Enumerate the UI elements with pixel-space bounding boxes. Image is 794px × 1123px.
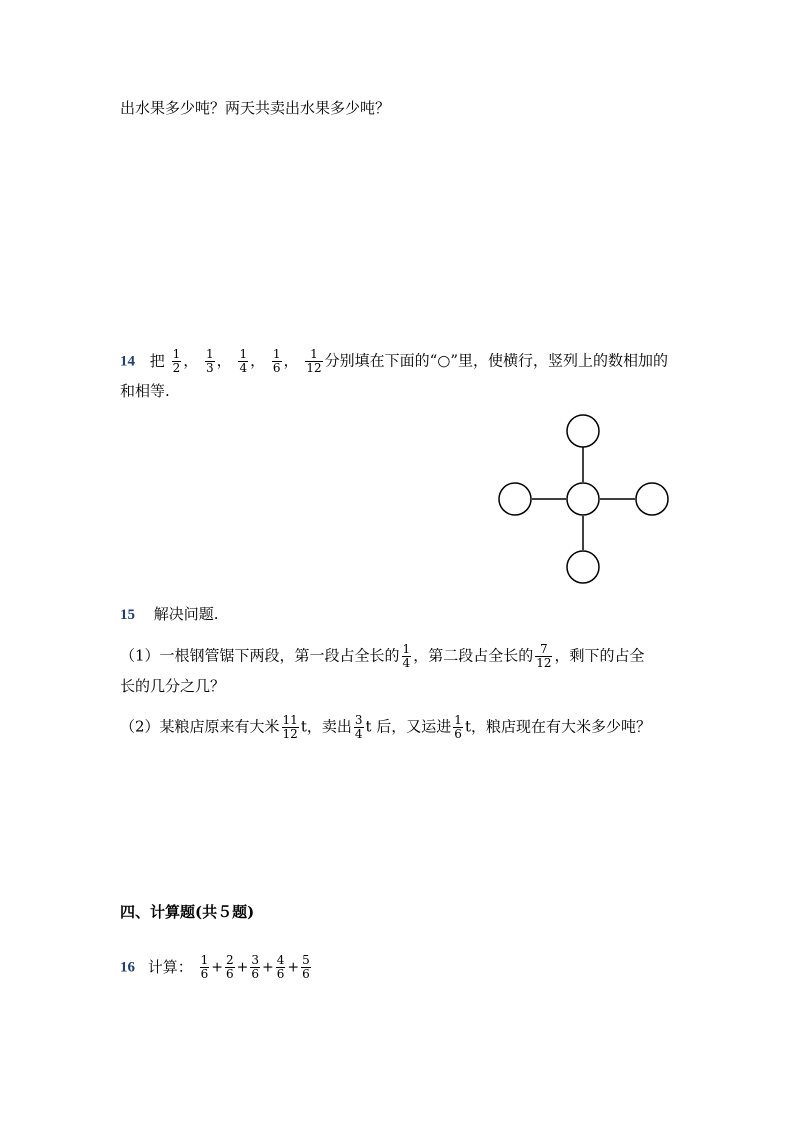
part-1-text-b: ，第二段占全长的 bbox=[413, 646, 534, 665]
question-14-number: 14 bbox=[120, 353, 135, 370]
fraction-1-3: $\frac{1}{3}$ bbox=[206, 347, 214, 375]
comma: ， bbox=[183, 351, 199, 370]
question-13-tail-text: 出水果多少吨？两天共卖出水果多少吨？ bbox=[120, 99, 391, 117]
term-1-6: $\frac{1}{6}$ bbox=[200, 953, 209, 981]
circle-right bbox=[636, 483, 668, 515]
question-14-line-2 bbox=[120, 381, 170, 401]
circle-left bbox=[499, 483, 531, 515]
question-16-number: 16 bbox=[120, 959, 135, 976]
circle-center bbox=[567, 483, 599, 515]
circle-top bbox=[567, 415, 599, 447]
plus-sign: + bbox=[236, 959, 249, 976]
term-2-6: $\frac{2}{6}$ bbox=[225, 953, 234, 981]
part-2-text-a: （2）某粮店原来有大米 bbox=[120, 717, 280, 736]
question-15-title: 解决问题. bbox=[153, 605, 219, 623]
plus-sign: + bbox=[211, 959, 223, 976]
question-15-part-2 bbox=[120, 714, 651, 741]
fraction-7-12: $\frac{7}{12}$ bbox=[536, 642, 552, 670]
question-15-part-1 bbox=[120, 643, 645, 670]
question-16-label: 计算： bbox=[147, 957, 193, 976]
plus-sign: + bbox=[261, 959, 274, 976]
cross-circle-diagram bbox=[490, 405, 680, 595]
part-1-text-c: ，剩下的占全 bbox=[554, 646, 645, 665]
question-14-text: 分别填在下面的“○”里，使横行，竖列上的数相加的 bbox=[324, 351, 669, 370]
fraction-1-6: $\frac{1}{6}$ bbox=[272, 347, 281, 375]
term-4-6: $\frac{4}{6}$ bbox=[276, 953, 285, 981]
question-14-text-line2: 和相等. bbox=[120, 382, 170, 400]
section-4-heading bbox=[120, 902, 254, 922]
question-14-verb: 把 bbox=[149, 351, 165, 370]
question-13-tail bbox=[120, 98, 390, 118]
fraction-1-12: $\frac{1}{12}$ bbox=[306, 347, 322, 375]
circle-bottom bbox=[567, 551, 599, 583]
plus-sign: + bbox=[287, 959, 300, 976]
comma: ， bbox=[283, 351, 299, 370]
question-15-part-1-line-2 bbox=[120, 676, 225, 696]
question-15-title-line bbox=[120, 604, 219, 625]
fraction-1-6: $\frac{1}{6}$ bbox=[454, 713, 462, 741]
part-1-text-a: （1）一根钢管锯下两段，第一段占全长的 bbox=[120, 646, 400, 665]
part-1-text-line2: 长的几分之几？ bbox=[120, 677, 226, 695]
question-16 bbox=[120, 954, 313, 981]
fraction-3-4: $\frac{3}{4}$ bbox=[354, 713, 363, 741]
fraction-1-4: $\frac{1}{4}$ bbox=[239, 347, 248, 375]
part-2-text-b: t，卖出 bbox=[300, 717, 352, 736]
comma: ， bbox=[216, 351, 232, 370]
part-2-text-c: t 后，又运进 bbox=[365, 717, 452, 736]
fraction-11-12: $\frac{11}{12}$ bbox=[282, 713, 298, 741]
question-14-line-1 bbox=[120, 348, 668, 375]
fraction-1-2: $\frac{1}{2}$ bbox=[172, 347, 181, 375]
term-5-6: $\frac{5}{6}$ bbox=[302, 953, 310, 981]
part-2-text-d: t，粮店现在有大米多少吨？ bbox=[464, 717, 651, 736]
term-3-6: $\frac{3}{6}$ bbox=[251, 953, 259, 981]
section-4-heading-text: 四、计算题(共５题) bbox=[120, 903, 255, 921]
comma: ， bbox=[250, 351, 266, 370]
question-15-number: 15 bbox=[120, 607, 135, 623]
fraction-1-4: $\frac{1}{4}$ bbox=[402, 642, 411, 670]
